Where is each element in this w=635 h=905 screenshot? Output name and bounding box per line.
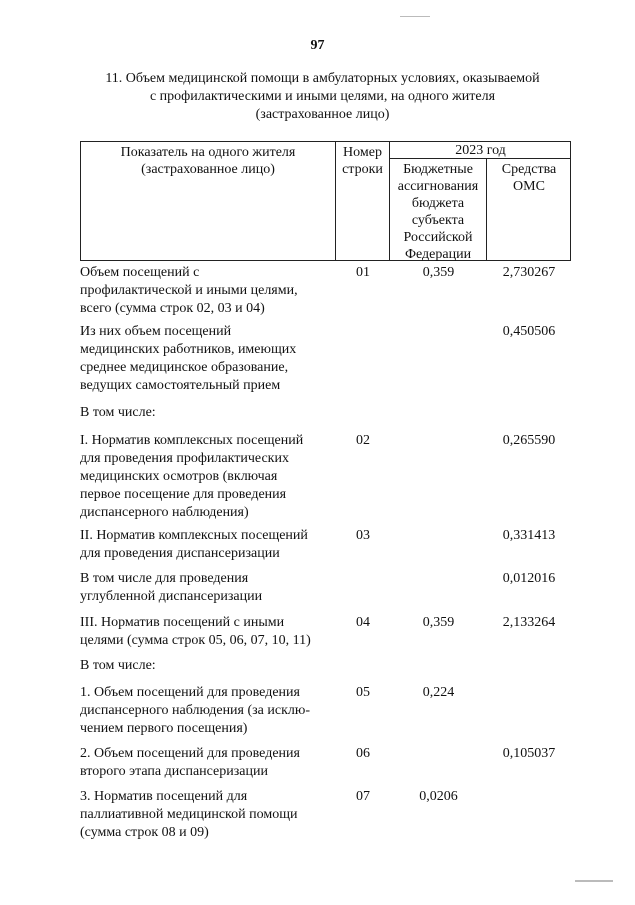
row-oms-value: 0,012016 <box>502 571 556 586</box>
header-row-number: Номер строки <box>342 145 383 177</box>
row-indicator: 3. Норматив посещений для паллиативной медицинской помощи (сумма строк 08 и 09) <box>80 789 298 840</box>
row-number: 05 <box>356 685 370 700</box>
row-oms-value: 0,450506 <box>502 324 556 339</box>
heading-line: с профилактическими и иными целями, на одного жителя <box>149 89 496 104</box>
row-indicator: II. Норматив комплексных посещений для проведения диспансеризации <box>80 528 308 561</box>
row-oms-value: 2,730267 <box>502 265 556 280</box>
row-indicator: III. Норматив посещений с иными целями (сумма строк 05, 06, 07, 10, 11) <box>80 615 311 648</box>
row-indicator: Объем посещений с профилактической и иными целями, всего (сумма строк 02, 03 и 04) <box>80 265 298 316</box>
row-indicator: 1. Объем посещений для проведения диспансерного наблюдения (за исклю- чением первого посещения) <box>80 685 311 736</box>
row-indicator: Из них объем посещений медицинских работников, имеющих среднее медицинское образование, ведущих самостоятельный прием <box>80 324 297 393</box>
row-indicator: I. Норматив комплексных посещений для проведения профилактических медицинских осмотров (включая первое посещение для проведения диспансерного наблюдения) <box>80 433 304 520</box>
header-budget: Бюджетные ассигнования бюджета субъекта Российской Федерации <box>397 162 479 262</box>
row-indicator: 2. Объем посещений для проведения второго этапа диспансеризации <box>80 746 300 779</box>
row-budget-value: 0,224 <box>422 685 455 700</box>
row-indicator: В том числе для проведения углубленной диспансеризации <box>80 571 263 604</box>
row-number: 04 <box>356 615 370 630</box>
row-oms-value: 0,265590 <box>502 433 556 448</box>
scan-speck <box>400 16 430 17</box>
row-number: 06 <box>356 746 370 761</box>
header-oms: Средства ОМС <box>501 162 557 194</box>
scan-speck <box>575 880 613 882</box>
row-budget-value: 0,359 <box>422 615 455 630</box>
row-number: 02 <box>356 433 370 448</box>
row-budget-value: 0,359 <box>422 265 455 280</box>
page-number: 97 <box>310 38 325 53</box>
row-number: 03 <box>356 528 370 543</box>
row-number: 01 <box>356 265 370 280</box>
header-year: 2023 год <box>455 143 506 158</box>
row-oms-value: 2,133264 <box>502 615 556 630</box>
header-indicator: Показатель на одного жителя (застрахованное лицо) <box>120 145 296 177</box>
section-heading <box>80 70 565 124</box>
row-indicator: В том числе: <box>80 658 156 673</box>
row-budget-value: 0,0206 <box>419 789 458 804</box>
heading-line: 11. Объем медицинской помощи в амбулаторных условиях, оказываемой <box>105 71 540 86</box>
row-number: 07 <box>356 789 370 804</box>
row-oms-value: 0,331413 <box>502 528 556 543</box>
row-indicator: В том числе: <box>80 405 156 420</box>
heading-line: (застрахованное лицо) <box>255 107 390 122</box>
row-oms-value: 0,105037 <box>502 746 556 761</box>
